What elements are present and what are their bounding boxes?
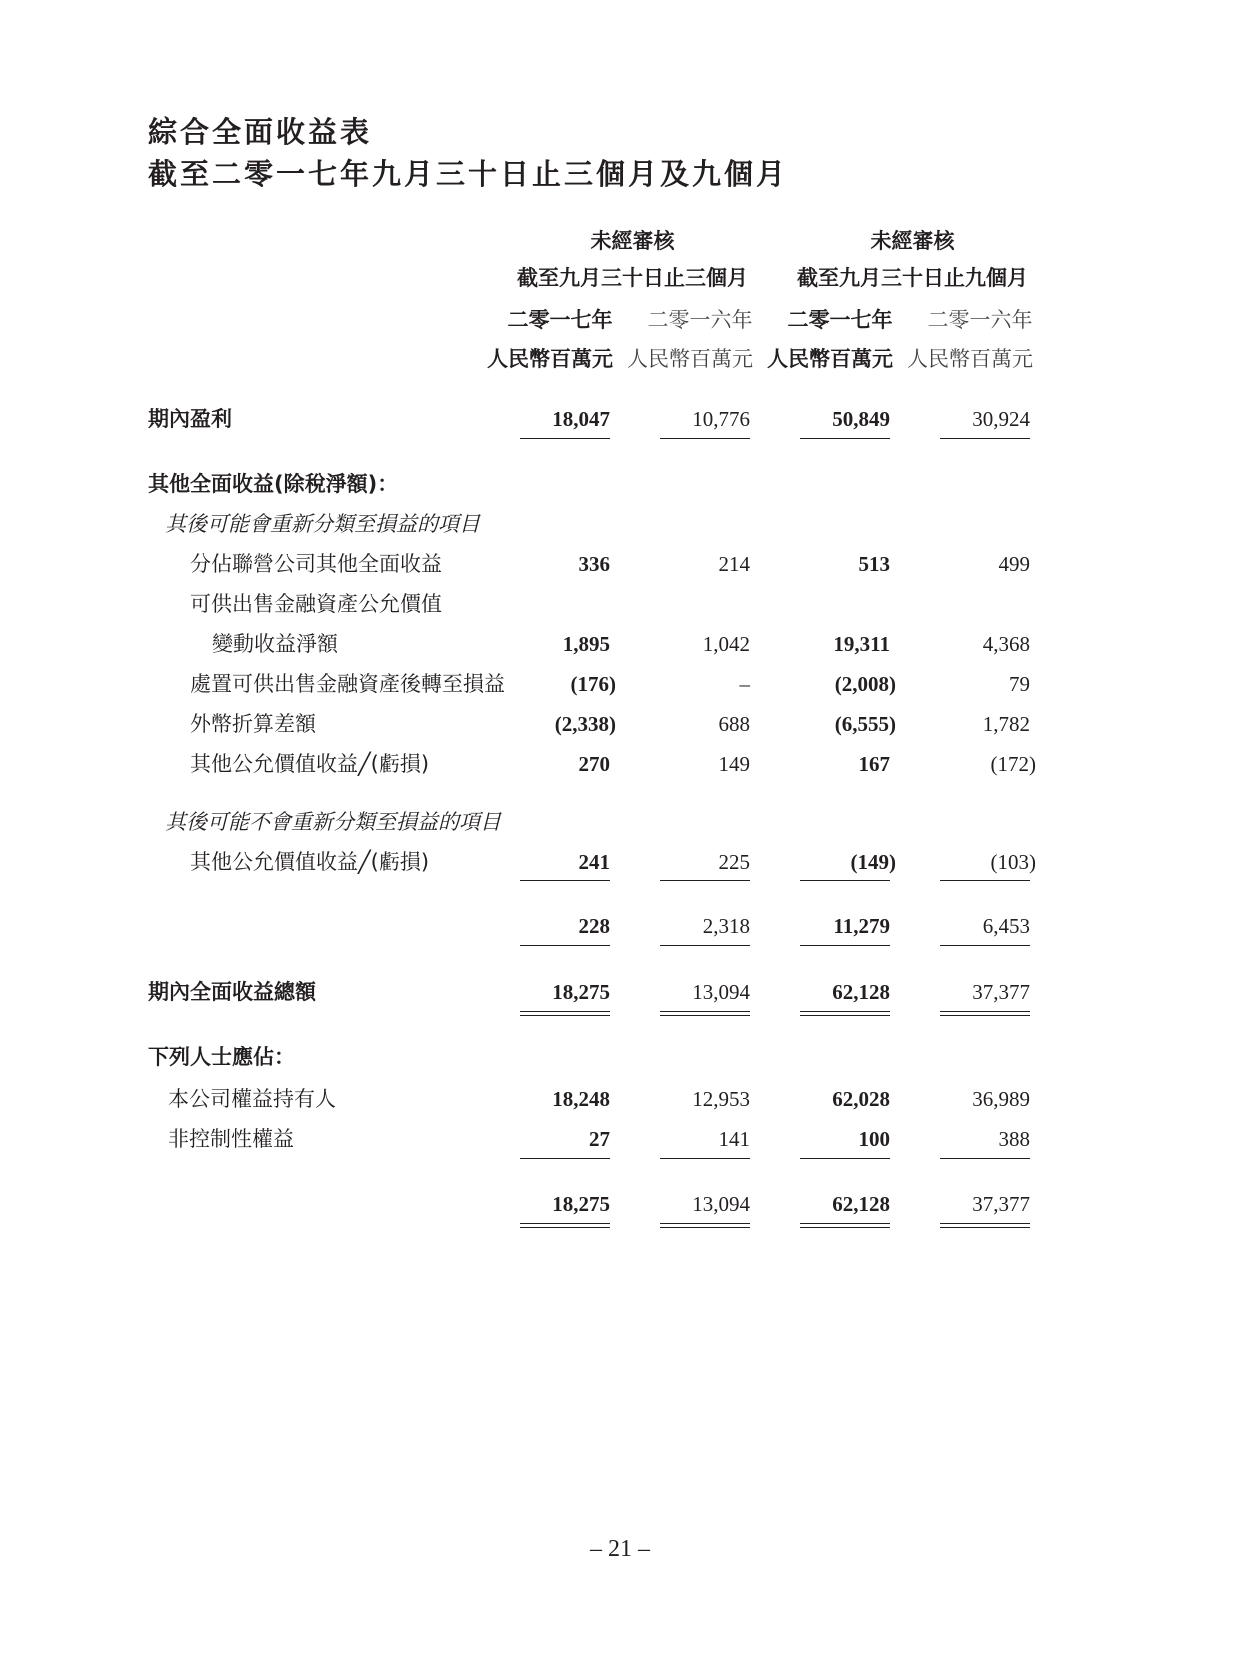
cell-value: 79: [1009, 672, 1030, 696]
underline: [520, 945, 610, 946]
statement-title: 綜合全面收益表: [148, 115, 373, 149]
cell-value: 513: [858, 552, 890, 576]
cell-value: 4,368: [982, 632, 1030, 656]
header-year-col3: 二零一七年: [787, 308, 893, 332]
cell-value: 10,776: [692, 407, 750, 431]
row-label-afs-line2: 變動收益淨額: [212, 632, 338, 656]
cell-value: 336: [578, 552, 610, 576]
cell-value: 1,782: [982, 712, 1030, 736]
header-audit-9m: 未經審核: [870, 229, 955, 253]
cell-value: 18,275: [552, 980, 610, 1004]
header-year-col2: 二零一六年: [647, 308, 753, 332]
row-label-afs-line1: 可供出售金融資產公允價值: [190, 592, 442, 616]
cell-value: (2,008): [834, 672, 896, 696]
underline: [660, 945, 750, 946]
header-period-3m: 截至九月三十日止三個月: [517, 266, 748, 290]
cell-value: 2,318: [702, 914, 750, 938]
row-label-profit: 期內盈利: [148, 407, 232, 431]
cell-value: 141: [718, 1127, 750, 1151]
cell-value: 18,248: [552, 1087, 610, 1111]
underline: [660, 438, 750, 439]
header-unit-col1: 人民幣百萬元: [487, 347, 613, 371]
cell-value: 225: [718, 850, 750, 874]
cell-value: (176): [570, 672, 616, 696]
row-label-total-ci: 期內全面收益總額: [148, 980, 316, 1004]
row-label-afs-transfer: 處置可供出售金融資產後轉至損益: [190, 672, 505, 696]
cell-value: 62,128: [832, 980, 890, 1004]
header-year-col4: 二零一六年: [927, 308, 1033, 332]
row-label-share-associates: 分佔聯營公司其他全面收益: [190, 552, 442, 576]
cell-value: 499: [998, 552, 1030, 576]
cell-value: 167: [858, 752, 890, 776]
header-year-col1: 二零一七年: [507, 308, 613, 332]
cell-value: 36,989: [972, 1087, 1030, 1111]
row-label-oci-heading: 其他全面收益(除稅淨額)：: [148, 472, 399, 496]
row-label-fx: 外幣折算差額: [190, 712, 316, 736]
cell-value: 62,128: [832, 1192, 890, 1216]
double-underline: [800, 1011, 890, 1016]
cell-value: 19,311: [833, 632, 890, 656]
cell-value: 11,279: [833, 914, 890, 938]
cell-value: 18,275: [552, 1192, 610, 1216]
double-underline: [520, 1223, 610, 1228]
underline: [800, 945, 890, 946]
cell-value: 62,028: [832, 1087, 890, 1111]
header-unit-col4: 人民幣百萬元: [907, 347, 1033, 371]
underline: [940, 1158, 1030, 1159]
row-label-no-reclass-heading: 其後可能不會重新分類至損益的項目: [165, 810, 501, 834]
row-label-nci: 非控制性權益: [168, 1127, 294, 1151]
cell-value: 50,849: [832, 407, 890, 431]
cell-value: –: [739, 672, 750, 696]
underline: [940, 438, 1030, 439]
underline: [520, 1158, 610, 1159]
row-label-other-fv-2: 其他公允價值收益╱(虧損): [190, 850, 430, 874]
row-label-owners: 本公司權益持有人: [168, 1087, 336, 1111]
header-unit-col3: 人民幣百萬元: [767, 347, 893, 371]
cell-value: 100: [858, 1127, 890, 1151]
cell-value: (172): [990, 752, 1036, 776]
cell-value: 13,094: [692, 1192, 750, 1216]
cell-value: (2,338): [554, 712, 616, 736]
cell-value: 388: [998, 1127, 1030, 1151]
header-unit-col2: 人民幣百萬元: [627, 347, 753, 371]
cell-value: (149): [850, 850, 896, 874]
cell-value: 214: [718, 552, 750, 576]
cell-value: 37,377: [972, 980, 1030, 1004]
double-underline: [800, 1223, 890, 1228]
row-label-reclass-heading: 其後可能會重新分類至損益的項目: [165, 512, 480, 536]
double-underline: [520, 1011, 610, 1016]
cell-value: 228: [578, 914, 610, 938]
cell-value: 1,042: [702, 632, 750, 656]
cell-value: 149: [718, 752, 750, 776]
underline: [520, 438, 610, 439]
double-underline: [660, 1223, 750, 1228]
page-number: – 21 –: [590, 1536, 650, 1562]
double-underline: [660, 1011, 750, 1016]
cell-value: 241: [578, 850, 610, 874]
cell-value: 37,377: [972, 1192, 1030, 1216]
underline: [800, 438, 890, 439]
underline: [660, 1158, 750, 1159]
cell-value: 27: [589, 1127, 610, 1151]
cell-value: 18,047: [552, 407, 610, 431]
underline: [940, 880, 1030, 881]
cell-value: 6,453: [982, 914, 1030, 938]
cell-value: 688: [718, 712, 750, 736]
double-underline: [940, 1223, 1030, 1228]
underline: [660, 880, 750, 881]
underline: [800, 880, 890, 881]
header-period-9m: 截至九月三十日止九個月: [797, 266, 1028, 290]
cell-value: 12,953: [692, 1087, 750, 1111]
underline: [800, 1158, 890, 1159]
statement-period: 截至二零一七年九月三十日止三個月及九個月: [148, 157, 789, 191]
header-audit-3m: 未經審核: [590, 229, 675, 253]
cell-value: 1,895: [562, 632, 610, 656]
cell-value: (103): [990, 850, 1036, 874]
row-label-other-fv: 其他公允價值收益╱(虧損): [190, 752, 430, 776]
double-underline: [940, 1011, 1030, 1016]
underline: [520, 880, 610, 881]
row-label-attrib-heading: 下列人士應佔：: [148, 1045, 295, 1069]
cell-value: (6,555): [834, 712, 896, 736]
cell-value: 30,924: [972, 407, 1030, 431]
cell-value: 13,094: [692, 980, 750, 1004]
cell-value: 270: [578, 752, 610, 776]
underline: [940, 945, 1030, 946]
